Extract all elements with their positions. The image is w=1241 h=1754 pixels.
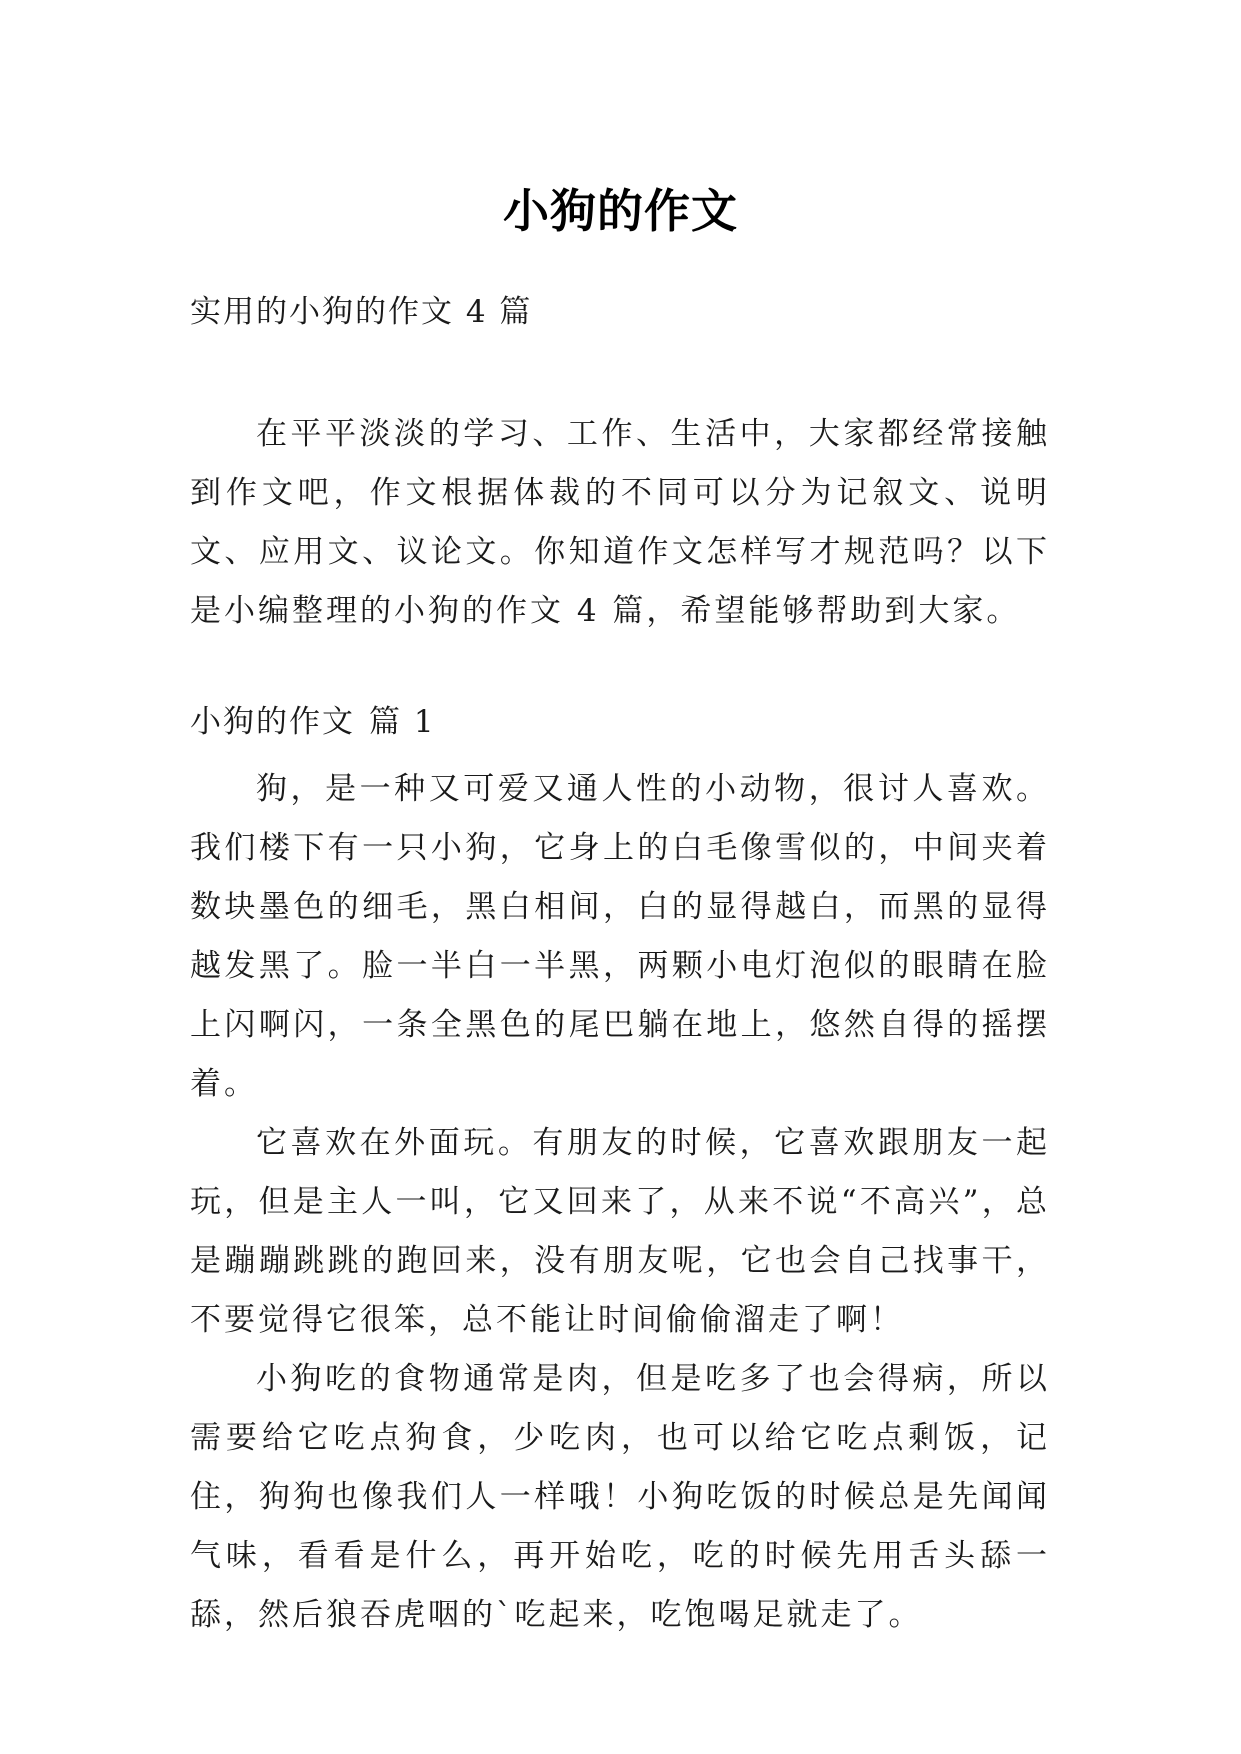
section-number: 篇 1 <box>369 704 436 740</box>
document-title: 小狗的作文 <box>503 183 738 238</box>
essay-paragraph: 它喜欢在外面玩。有朋友的时候，它喜欢跟朋友一起玩，但是主人一叫，它又回来了，从来不说“不高兴”，总是蹦蹦跳跳的跑回来，没有朋友呢，它也会自己找事干，不要觉得它很笨，总不能让时间偷偷溜走了啊！ <box>190 1125 1050 1338</box>
essay-section-1 <box>190 700 1050 1645</box>
document-subtitle: 实用的小狗的作文 4 篇 <box>190 294 533 330</box>
essay-paragraph: 狗，是一种又可爱又通人性的小动物，很讨人喜欢。我们楼下有一只小狗，它身上的白毛像雪似的，中间夹着数块墨色的细毛，黑白相间，白的显得越白，而黑的显得越发黑了。脸一半白一半黑，两颗小电灯泡似的眼睛在脸上闪啊闪，一条全黑色的尾巴躺在地上，悠然自得的摇摆着。 <box>190 771 1050 1102</box>
section-heading-text: 小狗的作文 <box>190 704 355 740</box>
intro-paragraph: 在平平淡淡的学习、工作、生活中，大家都经常接触到作文吧，作文根据体裁的不同可以分为记叙文、说明文、应用文、议论文。你知道作文怎样写才规范吗？以下是小编整理的小狗的作文 4 篇，希望能够帮助到大家。 <box>190 416 1050 629</box>
section-heading <box>190 700 1050 744</box>
essay-paragraph: 小狗吃的食物通常是肉，但是吃多了也会得病，所以需要给它吃点狗食，少吃肉，也可以给它吃点剩饭，记住，狗狗也像我们人一样哦！小狗吃饭的时候总是先闻闻气味，看看是什么，再开始吃，吃的时候先用舌头舔一舔，然后狼吞虎咽的`吃起来，吃饱喝足就走了。 <box>190 1361 1050 1633</box>
